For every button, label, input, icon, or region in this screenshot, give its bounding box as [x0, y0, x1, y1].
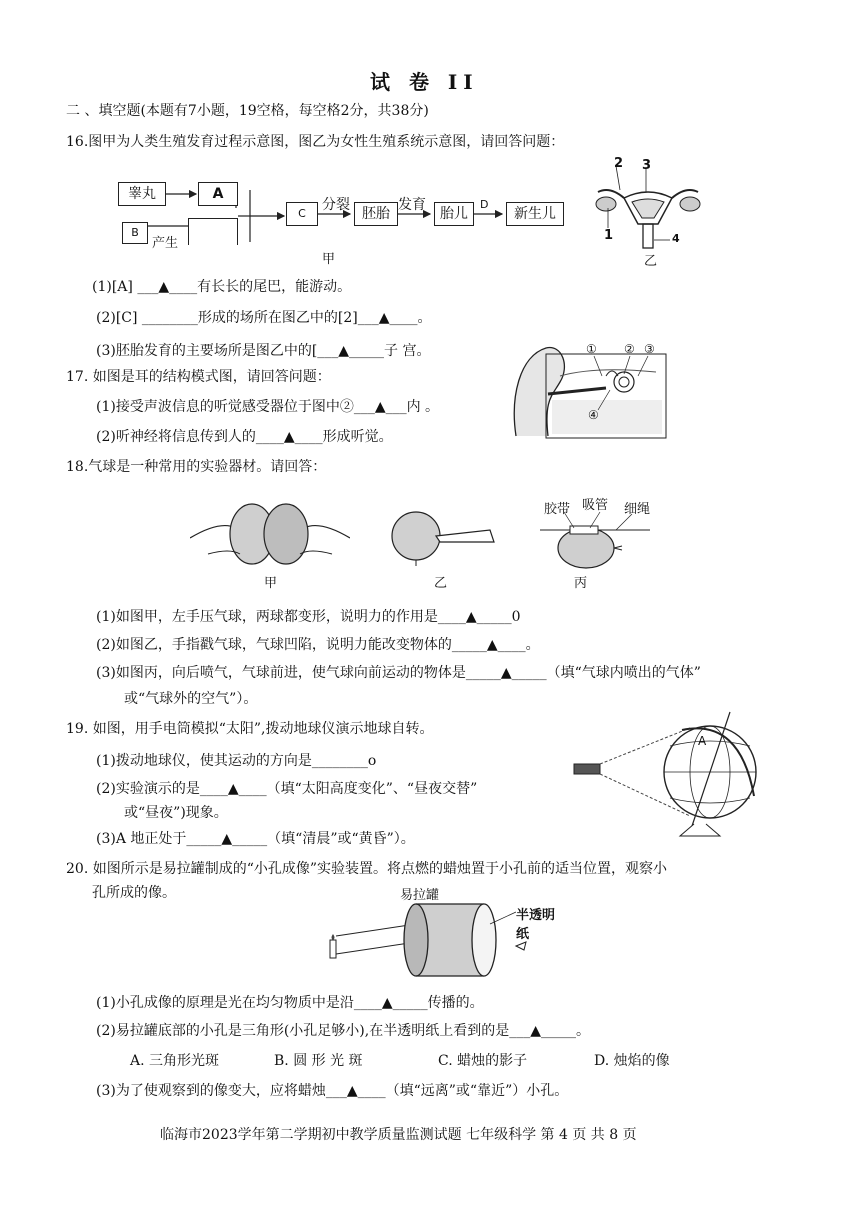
flow-box-blank	[188, 218, 238, 245]
balloon-figure-a	[190, 498, 350, 590]
q19-part2-line2: 或“昼夜”)现象。	[124, 805, 228, 821]
q20-option-d: D. 烛焰的像	[594, 1053, 670, 1069]
q17-part1: (1)接受声波信息的听觉感受器位于图中②___▲___内 。	[96, 399, 440, 415]
uterus-label-3: 3	[642, 158, 652, 173]
flow-box-embryo: 胚胎	[354, 202, 398, 226]
flowchart-arrows	[110, 168, 570, 260]
two-balloons-pressed-illustration	[190, 498, 350, 570]
flow-box-testis: 睾丸	[118, 182, 166, 206]
flow-label-develop: 发育	[398, 197, 426, 213]
flow-box-newborn: 新生儿	[506, 202, 564, 226]
ear-structure-figure	[506, 336, 670, 440]
flow-label-split: 分裂	[322, 197, 350, 213]
ear-label-1: ①	[586, 342, 597, 356]
paper-label: 半透明纸	[516, 908, 556, 942]
q18-part3-line1: (3)如图丙，向后喷气，气球前进，使气球向前运动的物体是_____▲_____（填“气球内喷出的气体”	[96, 665, 701, 681]
can-label: 易拉罐	[400, 888, 440, 903]
q18-stem: 18.气球是一种常用的实验器材。请回答：	[66, 459, 327, 475]
uterus-label-1: 1	[604, 228, 614, 243]
ear-label-2: ②	[624, 342, 635, 356]
q19-part1: (1)拨动地球仪，使其运动的方向是________o	[96, 753, 377, 769]
uterus-label-2: 2	[614, 156, 624, 171]
balloon-tag-tape: 胶带	[544, 502, 571, 517]
female-reproductive-system-figure	[588, 156, 708, 268]
balloon-figure-c	[540, 498, 680, 590]
flowchart-caption: 甲	[322, 252, 336, 267]
flow-box-fetus: 胎儿	[434, 202, 474, 226]
q20-part1: (1)小孔成像的原理是光在均匀物质中是沿____▲_____传播的。	[96, 995, 484, 1011]
finger-poking-balloon-illustration	[390, 506, 500, 566]
q19-stem: 19. 如图，用手电筒模拟“太阳”,拨动地球仪演示地球自转。	[66, 721, 434, 737]
q20-option-a: A. 三角形光斑	[130, 1053, 220, 1069]
q19-part2-line1: (2)实验演示的是____▲____（填“太阳高度变化”、“昼夜交替”	[96, 781, 478, 797]
balloon-caption-a: 甲	[264, 576, 278, 591]
q18-part1: (1)如图甲，左手压气球，两球都变形，说明力的作用是____▲_____0	[96, 609, 521, 625]
q20-stem-line1: 20. 如图所示是易拉罐制成的“小孔成像”实验装置。将点燃的蜡烛置于小孔前的适当位置，观察小	[66, 861, 668, 877]
q20-part3: (3)为了使观察到的像变大，应将蜡烛___▲____（填“远离”或“靠近”）小孔。	[96, 1083, 569, 1099]
q20-stem-line2: 孔所成的像。	[92, 885, 176, 901]
page-footer: 临海市2023学年第二学期初中教学质量监测试题 七年级科学 第 4 页 共 8 页	[160, 1127, 637, 1143]
ear-label-3: ③	[644, 342, 655, 356]
q20-option-c: C. 蜡烛的影子	[438, 1053, 528, 1069]
q16-part1: (1)[A] ___▲____有长长的尾巴，能游动。	[92, 279, 352, 295]
q18-part2: (2)如图乙，手指戳气球，气球凹陷，说明力能改变物体的_____▲____。	[96, 637, 540, 653]
reproduction-flowchart	[110, 168, 570, 267]
page-title: 试 卷 II	[370, 70, 479, 94]
flow-box-a: A	[198, 182, 238, 206]
globe-flashlight-figure	[570, 706, 780, 840]
q16-part3: (3)胚胎发育的主要场所是图乙中的[___▲_____子 宫。	[96, 343, 431, 359]
balloon-caption-c: 丙	[574, 576, 588, 591]
flow-box-b: B	[122, 222, 148, 244]
section-heading: 二 、填空题(本题有7小题，19空格，每空格2分，共38分)	[66, 103, 429, 119]
flow-label-produce: 产生	[152, 236, 179, 251]
balloon-tag-string: 细绳	[624, 502, 651, 517]
q18-part3-line2: 或“气球外的空气”）。	[124, 691, 258, 707]
ear-label-4: ④	[588, 408, 599, 422]
balloon-tag-straw: 吸管	[582, 498, 609, 513]
q17-stem: 17. 如图是耳的结构模式图，请回答问题：	[66, 369, 331, 385]
uterus-caption: 乙	[644, 254, 658, 269]
q20-option-b: B. 圆 形 光 斑	[274, 1053, 363, 1069]
flow-box-c: C	[286, 202, 318, 226]
globe-illustration	[570, 706, 780, 840]
q19-part3: (3)A 地正处于_____▲_____（填“清晨”或“黄昏”）。	[96, 831, 415, 847]
q16-stem: 16.图甲为人类生殖发育过程示意图，图乙为女性生殖系统示意图，请回答问题：	[66, 134, 565, 150]
pinhole-camera-figure	[320, 884, 560, 984]
globe-label-a: A	[698, 734, 707, 748]
q20-part2: (2)易拉罐底部的小孔是三角形(小孔足够小),在半透明纸上看到的是___▲_____。	[96, 1023, 590, 1039]
flow-label-d: D	[480, 198, 489, 211]
balloon-caption-b: 乙	[434, 576, 448, 591]
q16-part2: (2)[C] ________形成的场所在图乙中的[2]___▲____。	[96, 310, 432, 326]
uterus-label-4: 4	[672, 232, 680, 245]
balloon-figure-b	[390, 506, 500, 590]
q17-part2: (2)听神经将信息传到人的____▲____形成听觉。	[96, 429, 393, 445]
